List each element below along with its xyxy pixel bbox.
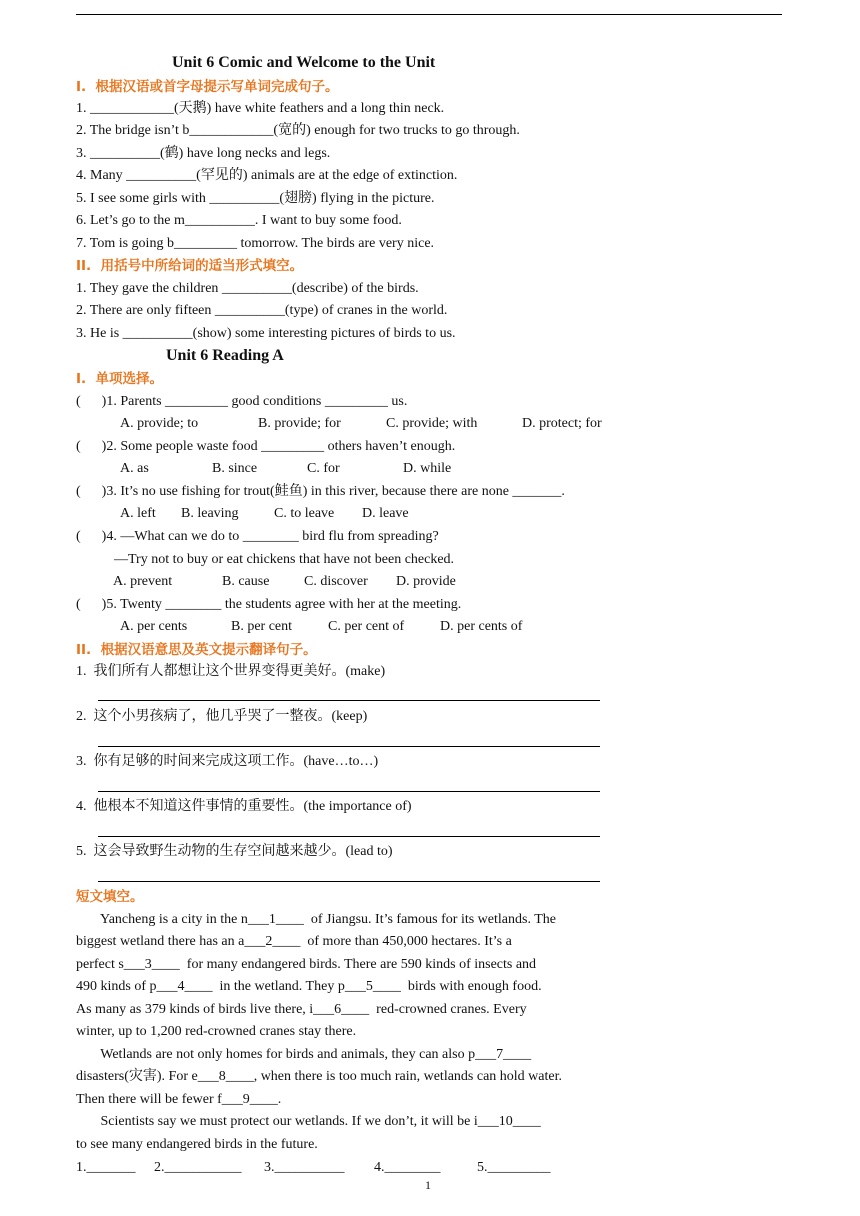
answer-line[interactable] <box>98 746 600 747</box>
question-stem: ( )5. Twenty ________ the students agree with her at the meeting. <box>76 597 462 612</box>
translation-item: 5. 这会导致野生动物的生存空间越来越少。(lead to) <box>76 844 393 859</box>
translation-item: 4. 他根本不知道这件事情的重要性。(the importance of) <box>76 799 412 814</box>
cloze-line: disasters(灾害). For e___8____, when there is too much rain, wetlands can hold water. <box>76 1069 563 1084</box>
cloze-line: Scientists say we must protect our wetlands. If we don’t, it will be i___10____ <box>76 1114 541 1129</box>
page-number: 1 <box>425 1178 431 1192</box>
cloze-line: to see many endangered birds in the future. <box>76 1137 318 1152</box>
option: C. discover <box>304 574 368 589</box>
translation-item: 3. 你有足够的时间来完成这项工作。(have…to…) <box>76 754 379 769</box>
cloze-line: perfect s___3____ for many endangered birds. There are 590 kinds of insects and <box>76 957 537 972</box>
question-stem: ( )3. It’s no use fishing for trout(鲑鱼) in this river, because there are none _______. <box>76 484 565 499</box>
option: C. provide; with <box>386 416 478 431</box>
question-stem: ( )2. Some people waste food _________ others haven’t enough. <box>76 439 456 454</box>
option: D. provide <box>396 574 456 589</box>
option: A. prevent <box>113 574 173 589</box>
answer-line[interactable] <box>98 791 600 792</box>
option: D. leave <box>362 506 409 521</box>
cloze-line: Then there will be fewer f___9____. <box>76 1092 282 1107</box>
comic-part1-item: 3. __________(鹤) have long necks and legs. <box>76 146 331 161</box>
cloze-line: winter, up to 1,200 red-crowned cranes stay there. <box>76 1024 357 1039</box>
reading-part2-heading: II. 根据汉语意思及英文提示翻译句子。 <box>76 642 317 658</box>
cloze-answer-blank[interactable]: 1._______ <box>76 1160 136 1175</box>
comic-part2-item: 1. They gave the children __________(describe) of the birds. <box>76 281 419 296</box>
option: B. per cent <box>231 619 293 634</box>
cloze-line: Wetlands are not only homes for birds and animals, they can also p___7____ <box>76 1047 532 1062</box>
comic-part1-item: 5. I see some girls with __________(翅膀) flying in the picture. <box>76 191 435 206</box>
option: A. as <box>120 461 149 476</box>
comic-part1-item: 4. Many __________(罕见的) animals are at the edge of extinction. <box>76 168 458 183</box>
option: B. leaving <box>181 506 239 521</box>
cloze-answer-blank[interactable]: 4.________ <box>374 1160 441 1175</box>
cloze-heading: 短文填空。 <box>76 889 144 905</box>
cloze-line: biggest wetland there has an a___2____ of more than 450,000 hectares. It’s a <box>76 934 512 949</box>
reading-title: Unit 6 Reading A <box>166 347 284 364</box>
translation-item: 1. 我们所有人都想让这个世界变得更美好。(make) <box>76 664 386 679</box>
cloze-answer-blank[interactable]: 2.___________ <box>154 1160 242 1175</box>
comic-part2-item: 2. There are only fifteen __________(type) of cranes in the world. <box>76 303 448 318</box>
reading-part1-heading: I. 单项选择。 <box>76 371 164 387</box>
answer-line[interactable] <box>98 700 600 701</box>
comic-part1-item: 1. ____________(天鹅) have white feathers and a long thin neck. <box>76 101 445 116</box>
comic-part2-heading: II. 用括号中所给词的适当形式填空。 <box>76 258 304 274</box>
cloze-answer-blank[interactable]: 5._________ <box>477 1160 551 1175</box>
option: A. per cents <box>120 619 188 634</box>
comic-part2-item: 3. He is __________(show) some interesting pictures of birds to us. <box>76 326 456 341</box>
cloze-answer-blank[interactable]: 3.__________ <box>264 1160 345 1175</box>
option: A. provide; to <box>120 416 199 431</box>
cloze-line: Yancheng is a city in the n___1____ of Jiangsu. It’s famous for its wetlands. The <box>76 912 556 927</box>
option: B. since <box>212 461 258 476</box>
option: D. protect; for <box>522 416 602 431</box>
option: B. cause <box>222 574 270 589</box>
option: A. left <box>120 506 156 521</box>
cloze-line: As many as 379 kinds of birds live there, i___6____ red-crowned cranes. Every <box>76 1002 527 1017</box>
comic-part1-item: 2. The bridge isn’t b____________(宽的) enough for two trucks to go through. <box>76 123 520 138</box>
option: D. while <box>403 461 452 476</box>
header-rule <box>76 14 782 15</box>
translation-item: 2. 这个小男孩病了，他几乎哭了一整夜。(keep) <box>76 709 368 724</box>
option: B. provide; for <box>258 416 341 431</box>
comic-part1-heading: I. 根据汉语或首字母提示写单词完成句子。 <box>76 79 339 95</box>
option: C. to leave <box>274 506 335 521</box>
answer-line[interactable] <box>98 836 600 837</box>
comic-part1-item: 7. Tom is going b_________ tomorrow. The birds are very nice. <box>76 236 435 251</box>
comic-part1-item: 6. Let’s go to the m__________. I want to buy some food. <box>76 213 402 228</box>
question-stem: ( )4. —What can we do to ________ bird flu from spreading? <box>76 529 439 544</box>
option: C. per cent of <box>328 619 405 634</box>
question-stem-reply: —Try not to buy or eat chickens that have not been checked. <box>114 552 455 567</box>
comic-title: Unit 6 Comic and Welcome to the Unit <box>172 54 436 71</box>
option: C. for <box>307 461 340 476</box>
option: D. per cents of <box>440 619 523 634</box>
question-stem: ( )1. Parents _________ good conditions _________ us. <box>76 394 408 409</box>
answer-line[interactable] <box>98 881 600 882</box>
cloze-line: 490 kinds of p___4____ in the wetland. They p___5____ birds with enough food. <box>76 979 542 994</box>
